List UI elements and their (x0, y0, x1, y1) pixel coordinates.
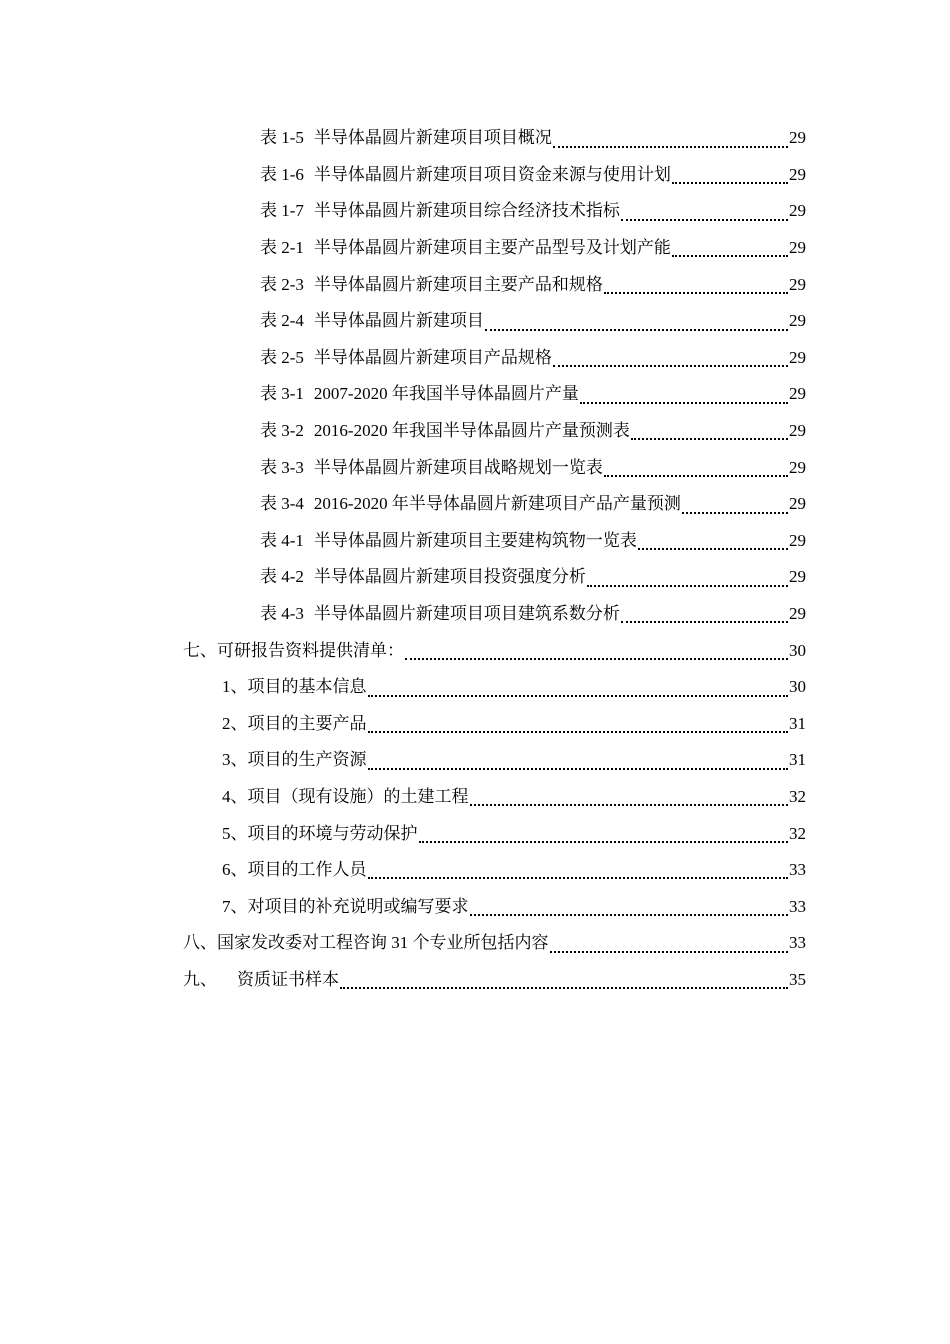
table-of-contents (0, 120, 950, 998)
toc-entry-label (260, 421, 630, 441)
toc-entry-title: 资质证书样本 (237, 969, 339, 989)
toc-entry-label (260, 348, 552, 368)
toc-entry-page-number: 29 (789, 201, 806, 221)
toc-entry-page-number: 33 (789, 896, 806, 916)
toc-entry-label (183, 933, 549, 953)
toc-entry-label (260, 201, 620, 221)
toc-entry-table-3-1[interactable] (0, 376, 950, 413)
toc-entry-label (260, 458, 603, 478)
dot-leader (368, 760, 789, 770)
toc-entry-label (260, 604, 620, 624)
toc-entry-prefix: 表 2-1 (260, 238, 304, 258)
toc-entry-table-2-4[interactable] (0, 303, 950, 340)
toc-entry-prefix: 表 4-2 (260, 567, 304, 587)
toc-entry-page-number: 30 (789, 640, 806, 660)
toc-entry-page-number: 29 (789, 128, 806, 148)
toc-entry-title: 项目的生产资源 (247, 750, 367, 770)
toc-entry-prefix: 7、 (222, 896, 248, 916)
toc-entry-label (222, 824, 418, 844)
dot-leader (638, 540, 788, 550)
toc-entry-table-2-3[interactable] (0, 266, 950, 303)
toc-entry-section-7[interactable] (0, 632, 950, 669)
toc-entry-label (183, 641, 404, 661)
toc-entry-title: 半导体晶圆片新建项目项目概况 (313, 128, 552, 148)
toc-entry-label (222, 787, 469, 807)
toc-entry-table-1-6[interactable] (0, 157, 950, 194)
toc-entry-prefix: 表 4-1 (260, 530, 304, 550)
toc-entry-title: 半导体晶圆片新建项目产品规格 (313, 347, 552, 367)
toc-entry-page-number: 32 (789, 823, 806, 843)
toc-entry-prefix: 表 2-3 (260, 274, 304, 294)
toc-entry-title: 半导体晶圆片新建项目主要产品型号及计划产能 (313, 238, 671, 258)
toc-entry-page-number: 29 (789, 604, 806, 624)
toc-entry-prefix: 七、 (183, 640, 217, 660)
dot-leader (470, 906, 789, 916)
toc-entry-item-1[interactable] (0, 669, 950, 706)
toc-entry-item-7[interactable] (0, 888, 950, 925)
toc-entry-prefix: 表 3-2 (260, 421, 304, 441)
toc-entry-prefix: 表 1-7 (260, 201, 304, 221)
dot-leader (405, 650, 788, 660)
toc-entry-prefix: 6、 (222, 860, 248, 880)
toc-entry-label (260, 567, 586, 587)
toc-entry-prefix: 4、 (222, 786, 248, 806)
toc-entry-title: 半导体晶圆片新建项目主要产品和规格 (313, 274, 603, 294)
toc-entry-title: 半导体晶圆片新建项目 (313, 311, 484, 331)
toc-entry-page-number: 29 (789, 347, 806, 367)
toc-entry-section-9[interactable] (0, 962, 950, 999)
toc-entry-title: 项目（现有设施）的土建工程 (247, 786, 469, 806)
toc-entry-title: 2016-2020 年我国半导体晶圆片产量预测表 (313, 421, 630, 441)
toc-entry-title: 半导体晶圆片新建项目投资强度分析 (313, 567, 586, 587)
dot-leader (553, 138, 788, 148)
toc-entry-page-number: 29 (789, 384, 806, 404)
dot-leader (587, 577, 788, 587)
toc-entry-label (222, 750, 367, 770)
toc-entry-prefix: 九、 (183, 969, 217, 989)
dot-leader (368, 687, 789, 697)
dot-leader (672, 174, 788, 184)
toc-entry-title: 半导体晶圆片新建项目项目建筑系数分析 (313, 604, 620, 624)
toc-entry-page-number: 29 (789, 567, 806, 587)
toc-entry-title: 项目的工作人员 (247, 860, 367, 880)
toc-entry-item-5[interactable] (0, 815, 950, 852)
toc-entry-label (260, 311, 484, 331)
toc-entry-prefix: 1、 (222, 677, 248, 697)
toc-entry-title: 半导体晶圆片新建项目主要建构筑物一览表 (313, 530, 637, 550)
dot-leader (485, 321, 788, 331)
toc-entry-prefix: 表 3-4 (260, 494, 304, 514)
toc-entry-item-4[interactable] (0, 779, 950, 816)
dot-leader (604, 467, 788, 477)
toc-entry-title: 项目的主要产品 (247, 713, 367, 733)
toc-entry-table-1-5[interactable] (0, 120, 950, 157)
toc-entry-title: 半导体晶圆片新建项目综合经济技术指标 (313, 201, 620, 221)
dot-leader (672, 247, 788, 257)
toc-entry-label (260, 165, 671, 185)
toc-entry-page-number: 29 (789, 164, 806, 184)
toc-entry-label (260, 384, 579, 404)
dot-leader (621, 613, 788, 623)
toc-entry-section-8[interactable] (0, 925, 950, 962)
toc-entry-prefix: 表 1-6 (260, 164, 304, 184)
toc-entry-table-3-3[interactable] (0, 449, 950, 486)
toc-entry-page-number: 29 (789, 311, 806, 331)
toc-entry-label (222, 860, 367, 880)
dot-leader (470, 796, 789, 806)
toc-entry-page-number: 29 (789, 530, 806, 550)
toc-entry-page-number: 30 (789, 677, 806, 697)
dot-leader (368, 869, 789, 879)
toc-entry-label (260, 238, 671, 258)
dot-leader (550, 943, 789, 953)
toc-entry-item-2[interactable] (0, 706, 950, 743)
toc-entry-label (183, 970, 339, 990)
toc-entry-table-1-7[interactable] (0, 193, 950, 230)
toc-entry-page-number: 29 (789, 238, 806, 258)
toc-entry-title: 项目的基本信息 (247, 677, 367, 697)
toc-entry-title: 2016-2020 年半导体晶圆片新建项目产品产量预测 (313, 494, 681, 514)
toc-entry-page-number: 35 (789, 969, 806, 989)
toc-entry-page-number: 32 (789, 786, 806, 806)
toc-entry-page-number: 31 (789, 713, 806, 733)
toc-entry-page-number: 29 (789, 274, 806, 294)
toc-entry-page-number: 33 (789, 860, 806, 880)
toc-entry-prefix: 表 2-5 (260, 347, 304, 367)
toc-entry-title: 半导体晶圆片新建项目战略规划一览表 (313, 457, 603, 477)
toc-entry-prefix: 表 2-4 (260, 311, 304, 331)
toc-entry-item-3[interactable] (0, 742, 950, 779)
toc-entry-table-2-1[interactable] (0, 230, 950, 267)
toc-entry-prefix: 表 3-3 (260, 457, 304, 477)
toc-entry-page-number: 29 (789, 494, 806, 514)
toc-entry-label (260, 128, 552, 148)
toc-entry-table-4-1[interactable] (0, 523, 950, 560)
dot-leader (419, 833, 789, 843)
toc-entry-label (260, 275, 603, 295)
dot-leader (553, 357, 788, 367)
toc-entry-prefix: 2、 (222, 713, 248, 733)
toc-entry-title: 可研报告资料提供清单： (217, 640, 404, 660)
dot-leader (340, 979, 788, 989)
toc-entry-page-number: 29 (789, 421, 806, 441)
toc-entry-label (260, 531, 637, 551)
toc-entry-table-3-2[interactable] (0, 413, 950, 450)
toc-entry-title: 2007-2020 年我国半导体晶圆片产量 (313, 384, 579, 404)
toc-entry-label (222, 714, 367, 734)
toc-entry-table-4-2[interactable] (0, 559, 950, 596)
toc-entry-item-6[interactable] (0, 852, 950, 889)
dot-leader (682, 504, 788, 514)
toc-entry-page-number: 33 (789, 933, 806, 953)
toc-entry-prefix: 表 1-5 (260, 128, 304, 148)
toc-entry-prefix: 3、 (222, 750, 248, 770)
dot-leader (580, 394, 788, 404)
toc-entry-prefix: 表 4-3 (260, 604, 304, 624)
toc-entry-table-2-5[interactable] (0, 340, 950, 377)
toc-entry-prefix: 5、 (222, 823, 248, 843)
dot-leader (368, 723, 789, 733)
toc-entry-prefix: 八、 (183, 933, 217, 953)
dot-leader (604, 284, 788, 294)
toc-entry-label (260, 494, 681, 514)
toc-entry-page-number: 29 (789, 457, 806, 477)
toc-entry-table-3-4[interactable] (0, 486, 950, 523)
dot-leader (621, 211, 788, 221)
toc-entry-title: 半导体晶圆片新建项目项目资金来源与使用计划 (313, 164, 671, 184)
dot-leader (631, 430, 788, 440)
toc-entry-page-number: 31 (789, 750, 806, 770)
toc-entry-title: 项目的环境与劳动保护 (247, 823, 418, 843)
toc-entry-prefix: 表 3-1 (260, 384, 304, 404)
toc-entry-label (222, 677, 367, 697)
toc-entry-title: 国家发改委对工程咨询 31 个专业所包括内容 (217, 933, 549, 953)
toc-entry-title: 对项目的补充说明或编写要求 (247, 896, 469, 916)
toc-entry-label (222, 897, 469, 917)
toc-entry-table-4-3[interactable] (0, 596, 950, 633)
